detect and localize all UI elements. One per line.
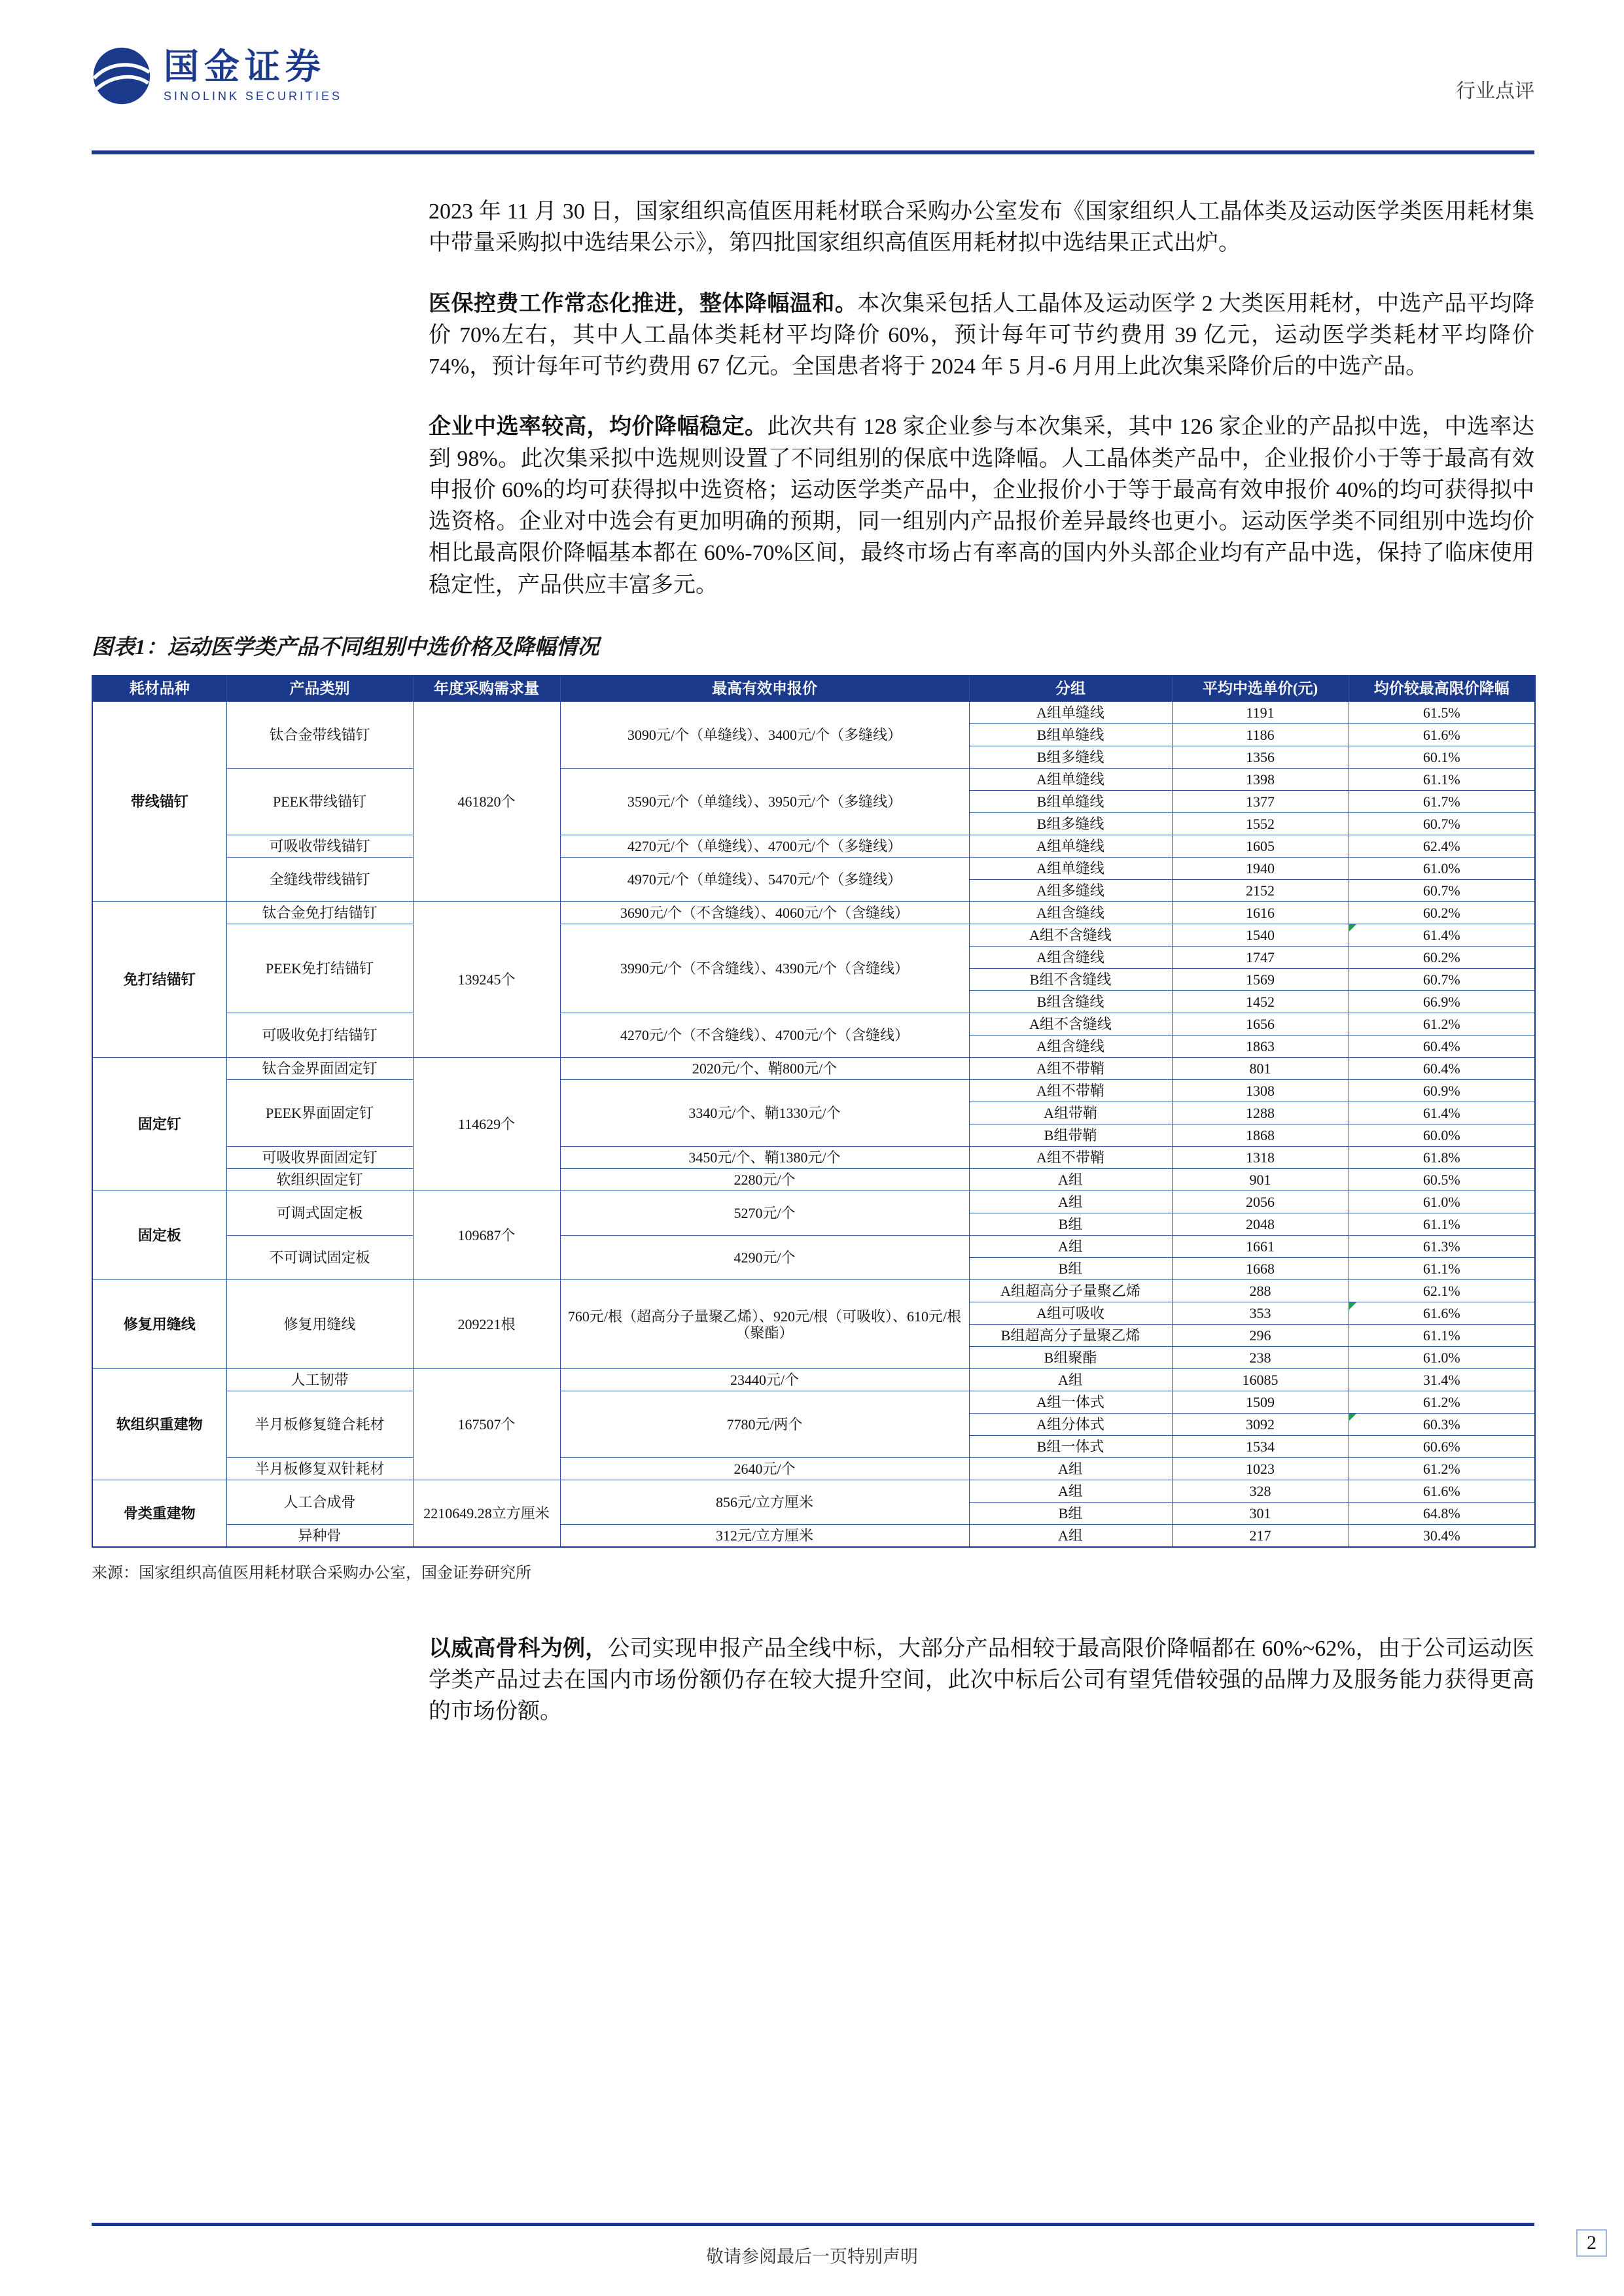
table-row <box>92 1169 1535 1191</box>
figure-source: 来源：国家组织高值医用耗材联合采购办公室，国金证券研究所 <box>92 1564 531 1582</box>
avg-price-cell: 16085 <box>1172 1369 1349 1391</box>
avg-price-cell: 1308 <box>1172 1080 1349 1102</box>
price-cell: 4270元/个（单缝线）、4700元/个（多缝线） <box>560 835 969 858</box>
product-cell: 人工韧带 <box>226 1369 413 1391</box>
column-header-product: 产品类别 <box>226 676 413 702</box>
demand-cell: 461820个 <box>413 702 560 902</box>
footer-divider <box>92 2223 1534 2226</box>
subgroup-cell: A组含缝线 <box>969 1035 1172 1058</box>
group-cell: 骨类重建物 <box>92 1480 226 1547</box>
avg-price-cell: 1356 <box>1172 746 1349 769</box>
reduction-cell: 61.4% <box>1349 1102 1535 1124</box>
reduction-cell: 62.1% <box>1349 1280 1535 1302</box>
subgroup-cell: B组聚酯 <box>969 1347 1172 1369</box>
reduction-cell: 66.9% <box>1349 991 1535 1013</box>
subgroup-cell: A组 <box>969 1369 1172 1391</box>
price-cell: 760元/根（超高分子量聚乙烯）、920元/根（可吸收）、610元/根（聚酯） <box>560 1280 969 1369</box>
price-cell: 3690元/个（不含缝线）、4060元/个（含缝线） <box>560 902 969 924</box>
figure-table-body <box>92 702 1535 1547</box>
group-cell: 修复用缝线 <box>92 1280 226 1369</box>
avg-price-cell: 1605 <box>1172 835 1349 858</box>
demand-cell: 209221根 <box>413 1280 560 1369</box>
reduction-cell: 60.6% <box>1349 1436 1535 1458</box>
group-cell: 免打结锚钉 <box>92 902 226 1058</box>
subgroup-cell: A组 <box>969 1236 1172 1258</box>
price-cell: 4970元/个（单缝线）、5470元/个（多缝线） <box>560 858 969 902</box>
column-header-avg-price: 平均中选单价(元) <box>1172 676 1349 702</box>
page-number <box>1576 2229 1607 2257</box>
column-header-max-price: 最高有效申报价 <box>560 676 969 702</box>
subgroup-cell: B组 <box>969 1503 1172 1525</box>
subgroup-cell: A组不带鞘 <box>969 1058 1172 1080</box>
green-flag-icon <box>1349 924 1356 931</box>
table-row <box>92 1013 1535 1035</box>
reduction-cell: 60.1% <box>1349 746 1535 769</box>
paragraph-intro <box>429 196 1534 260</box>
reduction-cell: 61.2% <box>1349 1391 1535 1414</box>
avg-price-cell: 1940 <box>1172 858 1349 880</box>
reduction-cell: 61.0% <box>1349 858 1535 880</box>
subgroup-cell: A组含缝线 <box>969 947 1172 969</box>
avg-price-cell: 328 <box>1172 1480 1349 1503</box>
subgroup-cell: A组不含缝线 <box>969 924 1172 947</box>
subgroup-cell: A组 <box>969 1458 1172 1480</box>
reduction-cell: 61.2% <box>1349 1458 1535 1480</box>
product-cell: 钛合金带线锚钉 <box>226 702 413 769</box>
reduction-cell: 60.0% <box>1349 1124 1535 1147</box>
column-header-category: 耗材品种 <box>92 676 226 702</box>
paragraph-block <box>429 196 1534 601</box>
table-header-row <box>92 676 1535 702</box>
subgroup-cell: A组单缝线 <box>969 702 1172 724</box>
avg-price-cell: 1747 <box>1172 947 1349 969</box>
subgroup-cell: A组 <box>969 1525 1172 1547</box>
reduction-cell: 61.8% <box>1349 1147 1535 1169</box>
reduction-cell: 60.4% <box>1349 1035 1535 1058</box>
subgroup-cell: A组单缝线 <box>969 835 1172 858</box>
reduction-cell: 61.5% <box>1349 702 1535 724</box>
table-row <box>92 835 1535 858</box>
reduction-cell: 60.2% <box>1349 947 1535 969</box>
paragraph-win-rate <box>429 411 1534 601</box>
table-row <box>92 1480 1535 1503</box>
reduction-cell: 60.9% <box>1349 1080 1535 1102</box>
avg-price-cell: 1661 <box>1172 1236 1349 1258</box>
paragraph-lead: 企业中选率较高，均价降幅稳定。 <box>429 415 768 440</box>
subgroup-cell: A组 <box>969 1191 1172 1213</box>
avg-price-cell: 301 <box>1172 1503 1349 1525</box>
avg-price-cell: 1616 <box>1172 902 1349 924</box>
avg-price-cell: 2048 <box>1172 1213 1349 1236</box>
subgroup-cell: A组一体式 <box>969 1391 1172 1414</box>
price-cell: 2020元/个、鞘800元/个 <box>560 1058 969 1080</box>
avg-price-cell: 1534 <box>1172 1436 1349 1458</box>
avg-price-cell: 353 <box>1172 1302 1349 1325</box>
price-cell: 3590元/个（单缝线）、3950元/个（多缝线） <box>560 769 969 835</box>
avg-price-cell: 288 <box>1172 1280 1349 1302</box>
subgroup-cell: B组多缝线 <box>969 813 1172 835</box>
table-row <box>92 1058 1535 1080</box>
avg-price-cell: 801 <box>1172 1058 1349 1080</box>
price-cell: 312元/立方厘米 <box>560 1525 969 1547</box>
subgroup-cell: A组可吸收 <box>969 1302 1172 1325</box>
product-cell: PEEK界面固定钉 <box>226 1080 413 1147</box>
product-cell: PEEK带线锚钉 <box>226 769 413 835</box>
paragraph-lead: 以威高骨科为例， <box>429 1636 608 1661</box>
reduction-cell: 60.3% <box>1349 1414 1535 1436</box>
avg-price-cell: 901 <box>1172 1169 1349 1191</box>
reduction-cell: 61.4% <box>1349 924 1535 947</box>
avg-price-cell: 1668 <box>1172 1258 1349 1280</box>
subgroup-cell: A组不带鞘 <box>969 1080 1172 1102</box>
product-cell: 半月板修复双针耗材 <box>226 1458 413 1480</box>
avg-price-cell: 1288 <box>1172 1102 1349 1124</box>
paragraph-lead: 医保控费工作常态化推进，整体降幅温和。 <box>429 291 858 316</box>
product-cell: 钛合金界面固定钉 <box>226 1058 413 1080</box>
group-cell: 软组织重建物 <box>92 1369 226 1480</box>
price-cell: 23440元/个 <box>560 1369 969 1391</box>
product-cell: 可吸收界面固定钉 <box>226 1147 413 1169</box>
page-number-value: 2 <box>1587 2232 1597 2253</box>
reduction-cell: 61.1% <box>1349 1258 1535 1280</box>
product-cell: 钛合金免打结锚钉 <box>226 902 413 924</box>
subgroup-cell: A组分体式 <box>969 1414 1172 1436</box>
table-row <box>92 702 1535 724</box>
subgroup-cell: B组含缝线 <box>969 991 1172 1013</box>
subgroup-cell: B组一体式 <box>969 1436 1172 1458</box>
avg-price-cell: 1569 <box>1172 969 1349 991</box>
product-cell: 修复用缝线 <box>226 1280 413 1369</box>
subgroup-cell: A组多缝线 <box>969 880 1172 902</box>
avg-price-cell: 1186 <box>1172 724 1349 746</box>
subgroup-cell: B组不含缝线 <box>969 969 1172 991</box>
subgroup-cell: A组 <box>969 1169 1172 1191</box>
avg-price-cell: 217 <box>1172 1525 1349 1547</box>
demand-cell: 167507个 <box>413 1369 560 1480</box>
reduction-cell: 61.0% <box>1349 1347 1535 1369</box>
table-row <box>92 858 1535 880</box>
avg-price-cell: 3092 <box>1172 1414 1349 1436</box>
reduction-cell: 64.8% <box>1349 1503 1535 1525</box>
paragraph-text: 本次集采包括人工晶体及运动医学 2 大类医用耗材，中选产品平均降价 70%左右，其中人工晶体类耗材平均降价 60%，预计每年可节约费用 39 亿元，运动医学类耗材平均降价 74%，预计每年可节约费用 67 亿元。全国患者将于 2024 年 5 月-6 月用上此次集采降价后的中选产品。 <box>429 291 1535 379</box>
group-cell: 固定钉 <box>92 1058 226 1191</box>
price-cell: 4270元/个（不含缝线）、4700元/个（含缝线） <box>560 1013 969 1058</box>
subgroup-cell: B组 <box>969 1258 1172 1280</box>
table-row <box>92 1236 1535 1258</box>
subgroup-cell: B组超高分子量聚乙烯 <box>969 1325 1172 1347</box>
reduction-cell: 60.7% <box>1349 880 1535 902</box>
subgroup-cell: B组 <box>969 1213 1172 1236</box>
subgroup-cell: A组带鞘 <box>969 1102 1172 1124</box>
column-header-group: 分组 <box>969 676 1172 702</box>
price-cell: 2640元/个 <box>560 1458 969 1480</box>
reduction-cell: 61.6% <box>1349 724 1535 746</box>
reduction-cell: 60.4% <box>1349 1058 1535 1080</box>
product-cell: 全缝线带线锚钉 <box>226 858 413 902</box>
report-body <box>92 196 1534 1757</box>
paragraph-text: 公司实现申报产品全线中标，大部分产品相较于最高限价降幅都在 60%~62%，由于公司运动医学类产品过去在国内市场份额仍存在较大提升空间，此次中标后公司有望凭借较强的品牌力及服务能力获得更高的市场份额。 <box>429 1636 1535 1724</box>
table-row <box>92 1369 1535 1391</box>
subgroup-cell: A组 <box>969 1480 1172 1503</box>
avg-price-cell: 1868 <box>1172 1124 1349 1147</box>
table-row <box>92 769 1535 791</box>
paragraph-cost-control <box>429 288 1534 383</box>
avg-price-cell: 1552 <box>1172 813 1349 835</box>
subgroup-cell: A组不含缝线 <box>969 1013 1172 1035</box>
subgroup-cell: B组单缝线 <box>969 791 1172 813</box>
reduction-cell: 60.7% <box>1349 813 1535 835</box>
report-type-label: 行业点评 <box>1456 80 1534 102</box>
table-row <box>92 1147 1535 1169</box>
demand-cell: 2210649.28立方厘米 <box>413 1480 560 1547</box>
table-row <box>92 1458 1535 1480</box>
reduction-cell: 61.2% <box>1349 1013 1535 1035</box>
reduction-cell: 30.4% <box>1349 1525 1535 1547</box>
table-row <box>92 1080 1535 1102</box>
price-cell: 7780元/两个 <box>560 1391 969 1458</box>
avg-price-cell: 296 <box>1172 1325 1349 1347</box>
footer-disclaimer: 敬请参阅最后一页特别声明 <box>706 2247 918 2267</box>
subgroup-cell: A组不带鞘 <box>969 1147 1172 1169</box>
product-cell: 可吸收免打结锚钉 <box>226 1013 413 1058</box>
figure-title: 图表1：运动医学类产品不同组别中选价格及降幅情况 <box>92 635 599 659</box>
page-header <box>92 46 1534 106</box>
table-row <box>92 902 1535 924</box>
reduction-cell: 60.2% <box>1349 902 1535 924</box>
product-cell: 可吸收带线锚钉 <box>226 835 413 858</box>
subgroup-cell: A组超高分子量聚乙烯 <box>969 1280 1172 1302</box>
price-cell: 3340元/个、鞘1330元/个 <box>560 1080 969 1147</box>
price-cell: 856元/立方厘米 <box>560 1480 969 1525</box>
subgroup-cell: B组多缝线 <box>969 746 1172 769</box>
demand-cell: 114629个 <box>413 1058 560 1191</box>
avg-price-cell: 1398 <box>1172 769 1349 791</box>
product-cell: PEEK免打结锚钉 <box>226 924 413 1013</box>
subgroup-cell: B组单缝线 <box>969 724 1172 746</box>
group-cell: 带线锚钉 <box>92 702 226 902</box>
subgroup-cell: A组单缝线 <box>969 769 1172 791</box>
avg-price-cell: 238 <box>1172 1347 1349 1369</box>
price-cell: 4290元/个 <box>560 1236 969 1280</box>
table-row <box>92 1391 1535 1414</box>
product-cell: 可调式固定板 <box>226 1191 413 1236</box>
avg-price-cell: 2056 <box>1172 1191 1349 1213</box>
reduction-cell: 61.0% <box>1349 1191 1535 1213</box>
product-cell: 软组织固定钉 <box>226 1169 413 1191</box>
reduction-cell: 61.6% <box>1349 1480 1535 1503</box>
reduction-cell: 61.1% <box>1349 1213 1535 1236</box>
product-cell: 异种骨 <box>226 1525 413 1547</box>
column-header-reduction: 均价较最高限价降幅 <box>1349 676 1535 702</box>
table-row <box>92 1525 1535 1547</box>
demand-cell: 139245个 <box>413 902 560 1058</box>
price-cell: 2280元/个 <box>560 1169 969 1191</box>
group-cell: 固定板 <box>92 1191 226 1280</box>
globe-logo-icon <box>92 46 152 106</box>
reduction-cell: 61.7% <box>1349 791 1535 813</box>
column-header-demand: 年度采购需求量 <box>413 676 560 702</box>
reduction-cell: 61.6% <box>1349 1302 1535 1325</box>
product-cell: 不可调试固定板 <box>226 1236 413 1280</box>
avg-price-cell: 1656 <box>1172 1013 1349 1035</box>
paragraph-text: 2023 年 11 月 30 日，国家组织高值医用耗材联合采购办公室发布《国家组织人工晶体类及运动医学类医用耗材集中带量采购拟中选结果公示》，第四批国家组织高值医用耗材拟中选结果正式出炉。 <box>429 200 1534 256</box>
avg-price-cell: 1863 <box>1172 1035 1349 1058</box>
demand-cell: 109687个 <box>413 1191 560 1280</box>
table-row <box>92 1280 1535 1302</box>
paragraph-weigao <box>429 1633 1534 1728</box>
paragraph-text: 此次共有 128 家企业参与本次集采，其中 126 家企业的产品拟中选，中选率达到 98%。此次集采拟中选规则设置了不同组别的保底中选降幅。人工晶体类产品中，企业报价小于等于最高有效申报价 60%的均可获得拟中选资格；运动医学类产品中，企业报价小于等于最高有效申报价 40%的均可获得拟中选资格。企业对中选会有更加明确的预期，同一组别内产品报价差异最终也更小。运动医学类不同组别中选均价相比最高限价降幅基本都在 60%-70%区间，最终市场占有率高的国内外头部企业均有产品中选，保持了临床使用稳定性，产品供应丰富多元。 <box>429 415 1534 597</box>
avg-price-cell: 1377 <box>1172 791 1349 813</box>
price-cell: 3090元/个（单缝线）、3400元/个（多缝线） <box>560 702 969 769</box>
avg-price-cell: 1452 <box>1172 991 1349 1013</box>
reduction-cell: 62.4% <box>1349 835 1535 858</box>
avg-price-cell: 1023 <box>1172 1458 1349 1480</box>
reduction-cell: 61.3% <box>1349 1236 1535 1258</box>
product-cell: 半月板修复缝合耗材 <box>226 1391 413 1458</box>
subgroup-cell: A组含缝线 <box>969 902 1172 924</box>
procurement-table <box>92 675 1536 1548</box>
reduction-cell: 31.4% <box>1349 1369 1535 1391</box>
price-cell: 3450元/个、鞘1380元/个 <box>560 1147 969 1169</box>
brand-name-en: SINOLINK SECURITIES <box>164 89 343 103</box>
reduction-cell: 61.1% <box>1349 1325 1535 1347</box>
reduction-cell: 60.7% <box>1349 969 1535 991</box>
product-cell: 人工合成骨 <box>226 1480 413 1525</box>
table-row <box>92 1191 1535 1213</box>
brand-name-cn: 国金证券 <box>164 46 326 86</box>
logo-text <box>164 46 343 103</box>
table-row <box>92 924 1535 947</box>
avg-price-cell: 2152 <box>1172 880 1349 902</box>
subgroup-cell: A组单缝线 <box>969 858 1172 880</box>
reduction-cell: 61.1% <box>1349 769 1535 791</box>
price-cell: 5270元/个 <box>560 1191 969 1236</box>
price-cell: 3990元/个（不含缝线）、4390元/个（含缝线） <box>560 924 969 1013</box>
figure-1 <box>92 630 1534 1582</box>
avg-price-cell: 1318 <box>1172 1147 1349 1169</box>
sinolink-logo <box>92 46 342 106</box>
header-divider <box>92 150 1534 154</box>
avg-price-cell: 1191 <box>1172 702 1349 724</box>
green-flag-icon <box>1349 1414 1356 1421</box>
subgroup-cell: B组带鞘 <box>969 1124 1172 1147</box>
avg-price-cell: 1509 <box>1172 1391 1349 1414</box>
reduction-cell: 60.5% <box>1349 1169 1535 1191</box>
avg-price-cell: 1540 <box>1172 924 1349 947</box>
green-flag-icon <box>1349 1302 1356 1310</box>
